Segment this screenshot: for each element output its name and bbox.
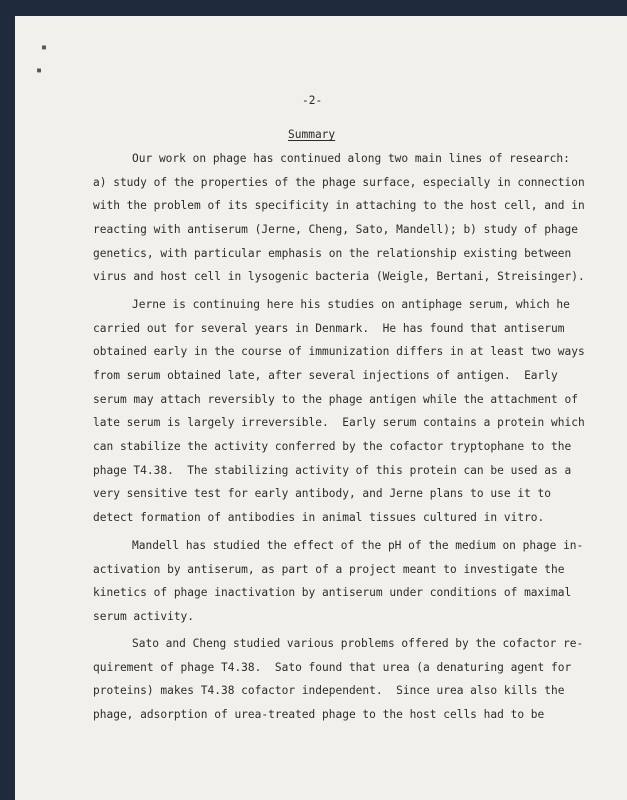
paragraph-line: with the problem of its specificity in attaching to the host cell, and in	[93, 199, 585, 212]
page-number: -2-	[302, 94, 323, 107]
paragraph-line: proteins) makes T4.38 cofactor independent. Since urea also kills the	[93, 684, 565, 697]
paragraph-line: Our work on phage has continued along two main lines of research:	[132, 152, 570, 165]
paragraph-line: serum activity.	[93, 610, 195, 623]
paragraph-line: virus and host cell in lysogenic bacteria (Weigle, Bertani, Streisinger).	[93, 270, 585, 283]
paragraph-line: Jerne is continuing here his studies on antiphage serum, which he	[132, 298, 570, 311]
paragraph-line: activation by antiserum, as part of a project meant to investigate the	[93, 563, 565, 576]
document-page	[15, 16, 627, 800]
paragraph-line: phage, adsorption of urea-treated phage to the host cells had to be	[93, 708, 545, 721]
paragraph-line: Sato and Cheng studied various problems offered by the cofactor re-	[132, 637, 584, 650]
paragraph-line: kinetics of phage inactivation by antiserum under conditions of maximal	[93, 586, 572, 599]
paragraph-line: genetics, with particular emphasis on the relationship existing between	[93, 247, 572, 260]
margin-mark: ▪	[36, 65, 43, 76]
paragraph-line: reacting with antiserum (Jerne, Cheng, Sato, Mandell); b) study of phage	[93, 223, 578, 236]
paragraph-line: phage T4.38. The stabilizing activity of this protein can be used as a	[93, 464, 572, 477]
paragraph-line: detect formation of antibodies in animal tissues cultured in vitro.	[93, 511, 545, 524]
paragraph-line: from serum obtained late, after several injections of antigen. Early	[93, 369, 558, 382]
paragraph-line: serum may attach reversibly to the phage antigen while the attachment of	[93, 393, 578, 406]
paragraph-line: a) study of the properties of the phage surface, especially in connection	[93, 176, 585, 189]
paragraph-line: quirement of phage T4.38. Sato found that urea (a denaturing agent for	[93, 661, 572, 674]
summary-heading: Summary	[288, 128, 336, 141]
paragraph-line: Mandell has studied the effect of the pH of the medium on phage in-	[132, 539, 584, 552]
paragraph-line: late serum is largely irreversible. Early serum contains a protein which	[93, 416, 585, 429]
paragraph-line: very sensitive test for early antibody, and Jerne plans to use it to	[93, 487, 552, 500]
paragraph-line: carried out for several years in Denmark. He has found that antiserum	[93, 322, 565, 335]
margin-mark: ▪	[41, 42, 48, 53]
paragraph-line: can stabilize the activity conferred by the cofactor tryptophane to the	[93, 440, 572, 453]
paragraph-line: obtained early in the course of immunization differs in at least two ways	[93, 345, 585, 358]
